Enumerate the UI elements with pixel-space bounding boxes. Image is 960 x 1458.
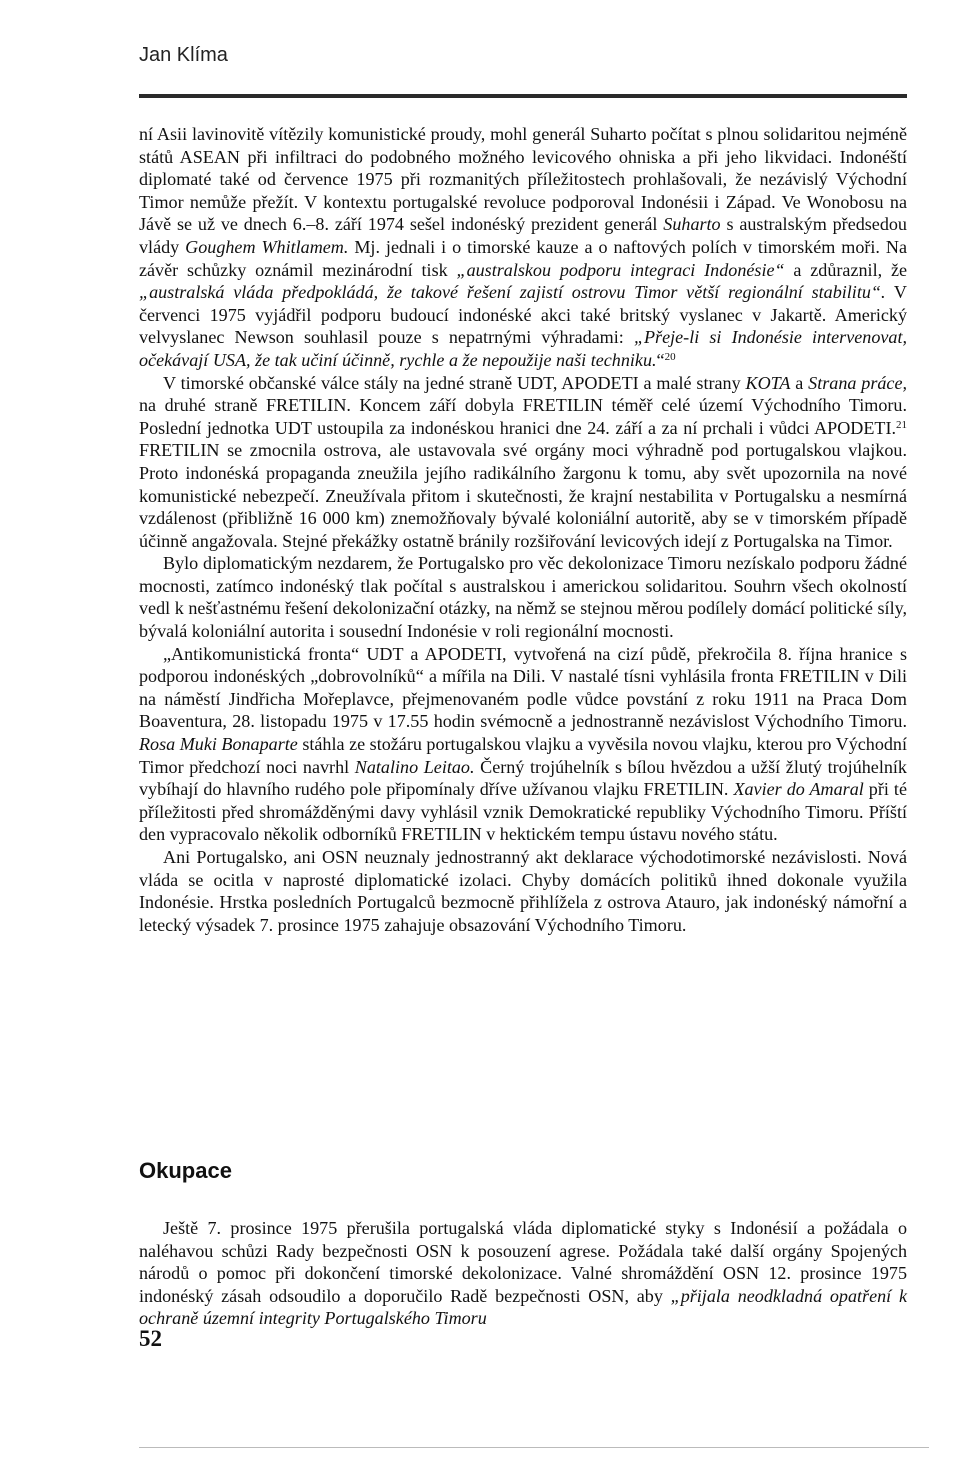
text-run: FRETILIN se zmocnila ostrova, ale ustavovala své orgány moci výhradně pod portugalskou vlajkou. Proto indonéská propaganda zneužila jejího radikálního žargonu k tomu, aby svět upozornila na nové komunistické nebezpečí. Zneužívala přitom i skutečnosti, že krajní nestabilita v Portugalsku a nesmírná vzdálenost (přibližně 16 000 km) znemožňovaly bývalé koloniální autoritě, aby se v timorském případě účinně angažovala. Stejné překážky ostatně bránily rozšiřování levicových idejí z Portugalska na Timor. <box>139 440 907 551</box>
paragraph <box>139 372 907 553</box>
text-run: Mj. jednali i o timorské kauze a o naftových polích v timorském moři. Na závěr schůzky oznámil mezinárodní tisk <box>139 236 907 280</box>
italic-text: Rosa Muki Bonaparte <box>139 734 298 755</box>
paragraph <box>139 846 907 936</box>
paragraph <box>139 1217 907 1330</box>
italic-text: „australskou podporu integraci Indonésie“ <box>456 259 785 280</box>
text-run: stáhla ze stožáru portugalskou vlajku a vyvěsila novou vlajku, kterou pro Východní Timor předchozí noci navrhl <box>139 734 908 777</box>
text-run: s australským předsedou vlády <box>139 214 907 257</box>
text-run: V červenci 1975 vyjádřil podporu budoucí indonéské akci také britský vyslanec v Jakartě. Americký velvyslanec Newson souhlasil pouze s nepatrnými výhradami: <box>139 282 907 348</box>
italic-text: „Přeje-li si Indonésie intervenovat, očekávají USA, že tak učiní účinně, rychle a že nepoužije naši techniku. <box>139 327 907 370</box>
italic-text: Goughem Whitlamem. <box>185 236 349 257</box>
italic-text: Xavier do Amaral <box>733 779 864 800</box>
text-run: “ <box>656 349 665 370</box>
body-text <box>139 123 907 936</box>
text-run: při té příležitosti před shromážděnými davy vyhlásil vznik Demokratické republiky Východního Timoru. Příští den vypracovalo několik odborníků FRETILIN v hektickém tempu ústavu nového státu. <box>139 779 907 845</box>
footnote-ref: 20 <box>664 350 676 363</box>
running-head: Jan Klíma <box>139 44 228 66</box>
text-run: V timorské občanské válce stály na jedné straně UDT, APODETI a malé strany <box>163 372 746 393</box>
text-run: a zdůraznil, že <box>784 259 908 280</box>
text-run: a <box>790 372 809 393</box>
paragraph <box>139 643 907 846</box>
text-run: Černý trojúhelník s bílou hvězdou a užší žlutý trojúhelník vybíhají do hlavního rudého pole připomínaly dříve užívanou vlajku FRETILIN. <box>139 756 907 800</box>
text-run: na druhé straně FRETILIN. Koncem září dobyla FRETILIN téměř celé území Východního Timoru. Poslední jednotka UDT ustoupila za indonéskou hranici dne 24. září a za ní prchali i vůdci APODETI. <box>139 395 907 438</box>
text-run: Ještě 7. prosince 1975 přerušila portugalská vláda diplomatické styky s Indonésií a požádala o naléhavou schůzi Rady bezpečnosti OSN k posouzení agrese. Požádala také další orgány Spojených národů o pomoc při dokončení timorské dekolonizace. Valné shromáždění OSN 12. prosince 1975 indonéský zásah odsoudilo a doporučilo Radě bezpečnosti OSN, aby <box>139 1218 907 1306</box>
footnote-ref: 21 <box>896 418 907 431</box>
italic-text: „australská vláda předpokládá, že takové řešení zajistí ostrovu Timor větší regionální stabilitu“. <box>139 282 886 303</box>
italic-text: Strana práce, <box>808 372 908 393</box>
section-heading: Okupace <box>139 1158 232 1183</box>
text-run: ní Asii lavinovitě vítězily komunistické proudy, mohl generál Suharto počítat s plnou solidaritou nejméně států ASEAN při infiltraci do podobného možného levicového ohniska a při jeho likvidaci. Indonéští diplomaté také od července 1975 při rozmanitých příležitostech prohlašovali, že nezávislý Východní Timor nemůže přežít. V kontextu portugalské revoluce podporoval Indonésii i Západ. Ve Wonobosu na Jávě se už ve dnech 6.–8. září 1974 sešel indonéský prezident generál <box>139 124 907 235</box>
italic-text: KOTA <box>745 372 791 393</box>
text-run: Ani Portugalsko, ani OSN neuznaly jednostranný akt deklarace východotimorské nezávislosti. Nová vláda se ocitla v naprosté diplomatické izolaci. Chyby domácích politiků ihned dokonale využila Indonésie. Hrstka posledních Portugalců bezmocně přihlížela z ostrova Atauro, jak indonéský námořní a letecký výsadek 7. prosince 1975 zahajuje obsazování Východního Timoru. <box>139 847 907 935</box>
page-number: 52 <box>139 1326 162 1351</box>
section-text <box>139 1217 907 1330</box>
header-rule <box>139 94 907 98</box>
text-run: „Antikomunistická fronta“ UDT a APODETI, vytvořená na cizí půdě, překročila 8. října hranice s podporou indonéských „dobrovolníků“ a mířila na Dili. V nastalé tísni vyhlásila fronta FRETILIN v Dili na náměstí Jindřicha Mořeplavce, přejmenovaném podle vůdce povstání z roku 1911 na Praca Dom Boaventura, 28. listopadu 1975 v 17.55 hodin svémocně a jednostranně nezávislost Východního Timoru. <box>139 643 907 732</box>
paragraph <box>139 552 907 642</box>
italic-text: Suharto <box>663 214 721 235</box>
italic-text: „přijala neodkladná opatření k ochraně územní integrity Portugalského Timoru <box>139 1285 907 1329</box>
paragraph <box>139 123 907 372</box>
italic-text: Natalino Leitao. <box>354 756 475 777</box>
bottom-rule <box>139 1447 929 1448</box>
text-run: Bylo diplomatickým nezdarem, že Portugalsko pro věc dekolonizace Timoru nezískalo podporu žádné mocnosti, zatímco indonéský tlak počítal s australskou i americkou solidaritou. Souhrn všech okolností vedl k nešťastnému řešení dekolonizační otázky, na němž se stejnou měrou podílely domácí politické síly, bývalá koloniální autorita i sousední Indonésie v roli regionální mocnosti. <box>139 553 907 642</box>
